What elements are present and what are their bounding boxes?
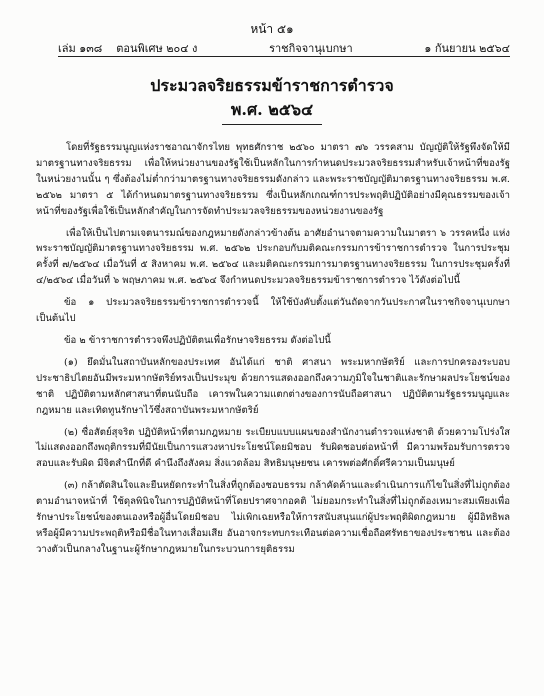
gazette-date: ๑ กันยายน ๒๕๖๔: [424, 42, 510, 55]
document-year: พ.ศ. ๒๕๖๔: [230, 100, 314, 119]
clause-2-item-3: (๓) กล้าตัดสินใจและยืนหยัดกระทำในสิ่งที่ถูกต้องชอบธรรม กล้าคัดค้านและดำเนินการแก้ไขในสิ่งที่ไม่ถูกต้องตามอำนาจหน้าที่ ใช้ดุลพินิจในการปฏิบัติหน้าที่โดยปราศจากอคติ ไม่ยอมกระทำในสิ่งที่ไม่ถูกต้องเหมาะสมเพียงเพื่อรักษาประโยชน์ของตนเองหรือผู้อื่นโดยมิชอบ ไม่เพิกเฉยหรือให้การสนับสนุนแก่ผู้ประพฤติผิดกฎหมาย ผู้มีอิทธิพล หรือผู้มีความประพฤติหรือมีชื่อในทางเสื่อมเสีย อันอาจกระทบกระเทือนต่อความเชื่อถือศรัทธาของประชาชน และต้องวางตัวเป็นกลางในฐานะผู้รักษากฎหมายในกระบวนการยุติธรรม: [36, 480, 510, 555]
authority-paragraph: เพื่อให้เป็นไปตามเจตนารมณ์ของกฎหมายดังกล่าวข้างต้น อาศัยอำนาจตามความในมาตรา ๖ วรรคหนึ่ง แห่งพระราชบัญญัติมาตรฐานทางจริยธรรม พ.ศ. ๒๕๖๒ ประกอบกับมติคณะกรรมการข้าราชการตำรวจ ในการประชุมครั้งที่ ๗/๒๕๖๔ เมื่อวันที่ ๕ สิงหาคม พ.ศ. ๒๕๖๔ และมติคณะกรรมการมาตรฐานทางจริยธรรม ในการประชุมครั้งที่ ๔/๒๕๖๔ เมื่อวันที่ ๖ พฤษภาคม พ.ศ. ๒๕๖๔ จึงกำหนดประมวลจริยธรรมข้าราชการตำรวจ ไว้ดังต่อไปนี้: [36, 227, 510, 287]
volume-issue: [58, 39, 197, 57]
header-divider: [58, 56, 510, 57]
document-title: ประมวลจริยธรรมข้าราชการตำรวจ: [150, 76, 394, 95]
volume: เล่ม ๑๓๘: [58, 42, 103, 55]
gazette-header: [58, 39, 510, 57]
page-number: หน้า ๕๑: [250, 22, 294, 36]
document-body: [36, 140, 510, 564]
clause-2-item-2: (๒) ซื่อสัตย์สุจริต ปฏิบัติหน้าที่ตามกฎหมาย ระเบียบแบบแผนของสำนักงานตำรวจแห่งชาติ ด้วยความโปร่งใส ไม่แสดงออกถึงพฤติกรรมที่มีนัยเป็นการแสวงหาประโยชน์โดยมิชอบ รับผิดชอบต่อหน้าที่ มีความพร้อมรับการตรวจสอบและรับผิด มีจิตสำนึกที่ดี คำนึงถึงสังคม สิ่งแวดล้อม สิทธิมนุษยชน เคารพต่อศักดิ์ศรีความเป็นมนุษย์: [36, 426, 510, 470]
gazette-name: ราชกิจจานุเบกษา: [269, 42, 353, 55]
clause-2-item-1: (๑) ยึดมั่นในสถาบันหลักของประเทศ อันได้แก่ ชาติ ศาสนา พระมหากษัตริย์ และการปกครองระบอบประชาธิปไตยอันมีพระมหากษัตริย์ทรงเป็นประมุข ด้วยการแสดงออกถึงความภูมิใจในชาติและรักษาผลประโยชน์ของชาติ ปฏิบัติตามหลักศาสนาที่ตนนับถือ เคารพในความแตกต่างของการนับถือศาสนา ปฏิบัติตามรัฐธรรมนูญและกฎหมาย และเทิดทูนรักษาไว้ซึ่งสถาบันพระมหากษัตริย์: [36, 356, 510, 416]
preamble-paragraph: โดยที่รัฐธรรมนูญแห่งราชอาณาจักรไทย พุทธศักราช ๒๕๖๐ มาตรา ๗๖ วรรคสาม บัญญัติให้รัฐพึงจัดให้มีมาตรฐานทางจริยธรรม เพื่อให้หน่วยงานของรัฐใช้เป็นหลักในการกำหนดประมวลจริยธรรมสำหรับเจ้าหน้าที่ของรัฐในหน่วยงานนั้น ๆ ซึ่งต้องไม่ต่ำกว่ามาตรฐานทางจริยธรรมดังกล่าว และพระราชบัญญัติมาตรฐานทางจริยธรรม พ.ศ. ๒๕๖๒ มาตรา ๕ ได้กำหนดมาตรฐานทางจริยธรรม ซึ่งเป็นหลักเกณฑ์การประพฤติปฏิบัติอย่างมีคุณธรรมของเจ้าหน้าที่ของรัฐเพื่อใช้เป็นหลักสำคัญในการจัดทำประมวลจริยธรรมของหน่วยงานของรัฐ: [36, 142, 510, 217]
clause-1: ข้อ ๑ ประมวลจริยธรรมข้าราชการตำรวจนี้ ให้ใช้บังคับตั้งแต่วันถัดจากวันประกาศในราชกิจจานุเบกษาเป็นต้นไป: [36, 297, 510, 325]
title-divider: [222, 124, 322, 125]
issue: ตอนพิเศษ ๒๐๔ ง: [116, 42, 198, 55]
clause-2: ข้อ ๒ ข้าราชการตำรวจพึงปฏิบัติตนเพื่อรักษาจริยธรรม ดังต่อไปนี้: [64, 334, 331, 346]
